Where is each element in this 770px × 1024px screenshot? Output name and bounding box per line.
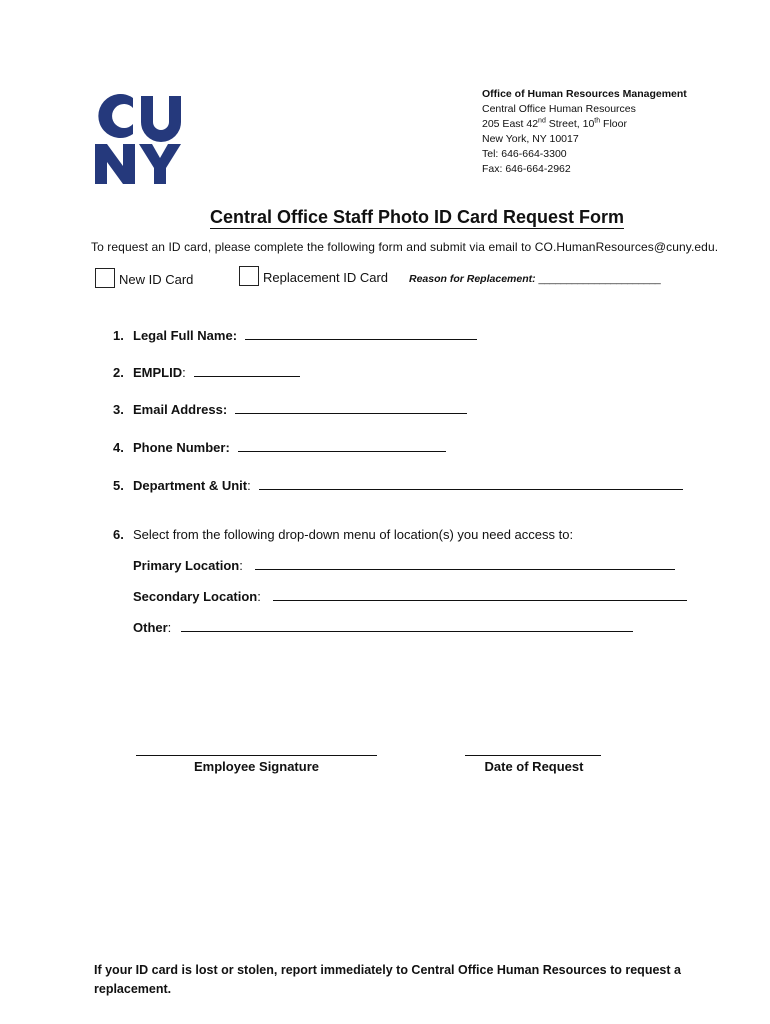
signature-line[interactable] (136, 754, 377, 756)
office-city: New York, NY 10017 (482, 133, 579, 145)
form-title: Central Office Staff Photo ID Card Request Form (209, 207, 625, 227)
department-field[interactable]: 5. Department & Unit : (113, 478, 683, 493)
email-line[interactable] (235, 412, 467, 414)
form-intro: To request an ID card, please complete the following form and submit via email to CO.HumanResources@cuny.edu. (91, 240, 719, 254)
office-fax: Fax: 646-664-2962 (482, 163, 571, 175)
primary-location-field[interactable]: Primary Location : (133, 558, 675, 573)
signature-label: Employee Signature (194, 759, 319, 774)
new-id-checkbox[interactable] (95, 268, 115, 288)
other-location-field[interactable]: Other : (133, 620, 633, 635)
office-address-block (482, 87, 687, 177)
new-id-label: New ID Card (119, 272, 194, 287)
emplid-field[interactable]: 2. EMPLID : (113, 365, 300, 380)
secondary-location-dropdown[interactable] (273, 599, 687, 601)
cuny-logo-mark (93, 94, 185, 186)
legal-name-line[interactable] (245, 338, 477, 340)
office-name: Office of Human Resources Management (482, 88, 687, 100)
cuny-logo (93, 94, 185, 186)
office-address: 205 East 42nd Street, 10th Floor (482, 117, 627, 130)
email-field[interactable]: 3. Email Address: (113, 402, 467, 417)
replacement-id-checkbox[interactable] (239, 266, 259, 286)
other-location-input[interactable] (181, 630, 633, 632)
reason-for-replacement[interactable]: Reason for Replacement: ______________________ (409, 273, 661, 285)
phone-line[interactable] (238, 450, 446, 452)
replacement-id-label: Replacement ID Card (263, 270, 388, 285)
date-line[interactable] (465, 754, 601, 756)
legal-name-field[interactable]: 1. Legal Full Name: (113, 328, 477, 343)
office-dept: Central Office Human Resources (482, 103, 636, 115)
primary-location-dropdown[interactable] (255, 568, 675, 570)
lost-card-notice: If your ID card is lost or stolen, report immediately to Central Office Human Resources to request a replacement. (94, 963, 681, 996)
emplid-line[interactable] (194, 375, 300, 377)
phone-field[interactable]: 4. Phone Number: (113, 440, 446, 455)
department-line[interactable] (259, 488, 683, 490)
location-question: 6. Select from the following drop-down menu of location(s) you need access to: (113, 527, 574, 542)
secondary-location-field[interactable]: Secondary Location : (133, 589, 687, 604)
date-label: Date of Request (484, 759, 584, 774)
office-tel: Tel: 646-664-3300 (482, 148, 567, 160)
